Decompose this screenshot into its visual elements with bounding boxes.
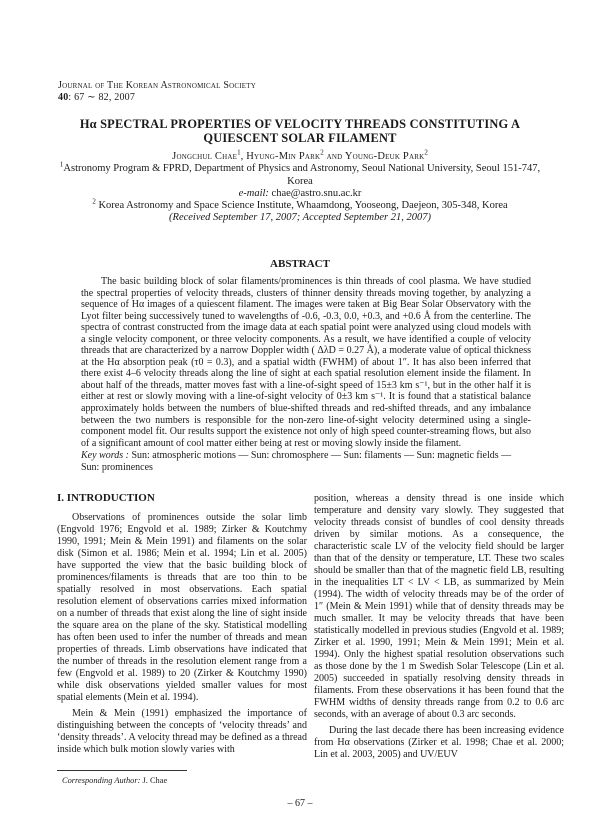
abstract-body <box>81 276 531 449</box>
footnote-label: Corresponding Author: <box>62 776 141 785</box>
journal-name: Journal of The Korean Astronomical Society <box>58 80 256 91</box>
right-column <box>314 493 564 761</box>
email-label: e-mail: <box>238 187 269 199</box>
affiliation-1-num: 1 <box>59 160 64 169</box>
affiliation-2-num: 2 <box>92 197 96 206</box>
affiliation-1-text: Astronomy Program & FPRD, Department of Physics and Astronomy, Seoul National University, Seoul 151-747, <box>63 163 541 175</box>
page-number: – 67 – <box>287 798 313 809</box>
footnote-name: J. Chae <box>140 776 168 785</box>
author-sup-3: 2 <box>424 148 428 157</box>
intro-paragraph-1: Observations of prominences outside the solar limb (Engvold 1976; Engvold et al. 1989; Zirker & Koutchmy 1990, 1991; Mein & Mein 1991) and filaments on the solar disk (Simon et al. 1986; Mein et al. 1994; Lin et al. 2005) have supported the view that the basic building block of prominences/filaments is threads that are too thin to be spatially resolved in most observations. Each spatial resolution element of observations carries mixed information on a number of threads that exist along the line of sight inside the square area on the plane of the sky. Statistical modelling has often been used to infer the number of threads and mean properties of threads. Limb observations have indicated that the number of threads in the resolution element range from a few (Engvold et al. 1989) to 20 (Zirker & Koutchmy 1990) while disk observations yielded smaller values for most spatial elements (Mein et al. 1994). <box>57 512 307 703</box>
intro-paragraph-4: During the last decade there has been increasing evidence from Hα observations (Zirker et al. 1998; Chae et al. 2000; Lin et al. 2003, 2005) and UV/EUV <box>314 725 564 760</box>
author-names <box>30 148 570 163</box>
author-sup-2: 2 <box>320 148 324 157</box>
journal-volume-line <box>58 92 256 104</box>
intro-paragraph-3: position, whereas a density thread is one inside which temperature and density vary slowly. They suggested that velocity threads consist of bundles of cool density threads driven by similar motions. As a consequence, the characteristic scale LV of the velocity field should be larger than that of the density or temperature, LT. These two scales should be smaller than that of the magnetic field LB, resulting in the inequalities LT < LV < LB, as summarized by Mein (1994). The width of velocity threads may be of the order of 1″ (Mein & Mein 1991) while that of density threads may be much smaller. It may be velocity threads that have been statistically modelled in previous studies (Engvold et al. 1989; Zirker et al. 1990, 1991; Mein & Mein 1991; Mein et al. 1994). Only the highest spatial resolution observations such as those done by the 1 m Swedish Solar Telescope (Lin et al. 2005) succeeded in spatially resolving density threads in filaments. From these observations it has been found that the FWHM widths of density threads range from 0.2 to 0.6 arc seconds, with an average of about 0.3 arc seconds. <box>314 493 564 720</box>
left-column <box>57 492 307 756</box>
affiliation-2-text: Korea Astronomy and Space Science Institute, Whaamdong, Yooseong, Daejeon, 305-348, Korea <box>95 200 508 212</box>
affiliation-1-country: Korea <box>287 175 313 187</box>
section-heading-introduction: I. INTRODUCTION <box>57 492 155 504</box>
journal-volume: 40 <box>58 92 69 103</box>
footnote-rule <box>57 770 187 771</box>
author-block <box>30 148 570 225</box>
author-name-park-hm: , Hyung-Min Park <box>240 151 321 162</box>
email-line <box>30 188 570 200</box>
affiliation-1 <box>30 160 570 175</box>
footnote <box>62 776 167 785</box>
title-line-1: Hα SPECTRAL PROPERTIES OF VELOCITY THREADS CONSTITUTING A <box>79 117 521 131</box>
keywords-text: Sun: atmospheric motions — Sun: chromosphere — Sun: filaments — Sun: magnetic fields — Sun: prominences <box>81 450 512 473</box>
paper-title <box>40 117 560 145</box>
abstract-heading: ABSTRACT <box>270 258 330 270</box>
author-sup-1: 1 <box>237 148 241 157</box>
keywords <box>81 450 531 473</box>
affiliation-2 <box>30 197 570 212</box>
abstract-text: The basic building block of solar filaments/prominences is thin threads of cool plasma. We have studied the spectral properties of velocity threads, clusters of thinner density threads moving together, by analyzing a sequence of Hα images of a quiescent filament. The images were taken at Big Bear Solar Observatory with the Lyot filter being successively tuned to wavelengths of -0.6, -0.3, 0.0, +0.3, and +0.6 Å from the centerline. The spectra of contrast constructed from the image data at each spatial point were analyzed using cloud models with a single velocity component, or three velocity components. As a result, we have identified a couple of velocity threads that are characterized by a narrow Doppler width ( ΔλD = 0.27 Å), a moderate value of optical thickness at the Hα absorption peak (τ0 = 0.3), and a spatial width (FWHM) of about 1″. It has also been inferred that there exist 4–6 velocity threads along the line of sight at each spatial resolution element inside the filament. In about half of the threads, matter moves fast with a line-of-sight speed of 15±3 km s⁻¹, but in the other half it is either at rest or slowly moving with a line-of-sight velocity of 0±3 km s⁻¹. It is found that a statistical balance approximately holds between the numbers of blue-shifted threads and red-shifted threads, and any imbalance between the two numbers is responsible for the non-zero line-of-sight velocity determined using a single-component model fit. Our results support the existence not only of high speed counter-streaming flows, but also of a significant amount of cool matter either being at rest or moving slowly inside the filament. <box>81 276 531 449</box>
title-line-2: QUIESCENT SOLAR FILAMENT <box>203 131 397 145</box>
journal-header <box>58 80 256 104</box>
email-address[interactable]: chae@astro.snu.ac.kr <box>268 187 362 199</box>
author-name-chae: Jongchul Chae <box>172 151 238 162</box>
journal-pages: : 67 ∼ 82, 2007 <box>68 92 136 103</box>
intro-paragraph-2: Mein & Mein (1991) emphasized the importance of distinguishing between the concepts of ‘velocity threads’ and ‘density threads’. A velocity thread may be defined as a thread inside which bulk motion slowly varies with <box>57 708 307 755</box>
keywords-label: Key words : <box>81 450 129 461</box>
author-name-park-yd: and Young-Deuk Park <box>323 151 425 162</box>
received-dates: (Received September 17, 2007; Accepted September 21, 2007) <box>169 212 431 224</box>
